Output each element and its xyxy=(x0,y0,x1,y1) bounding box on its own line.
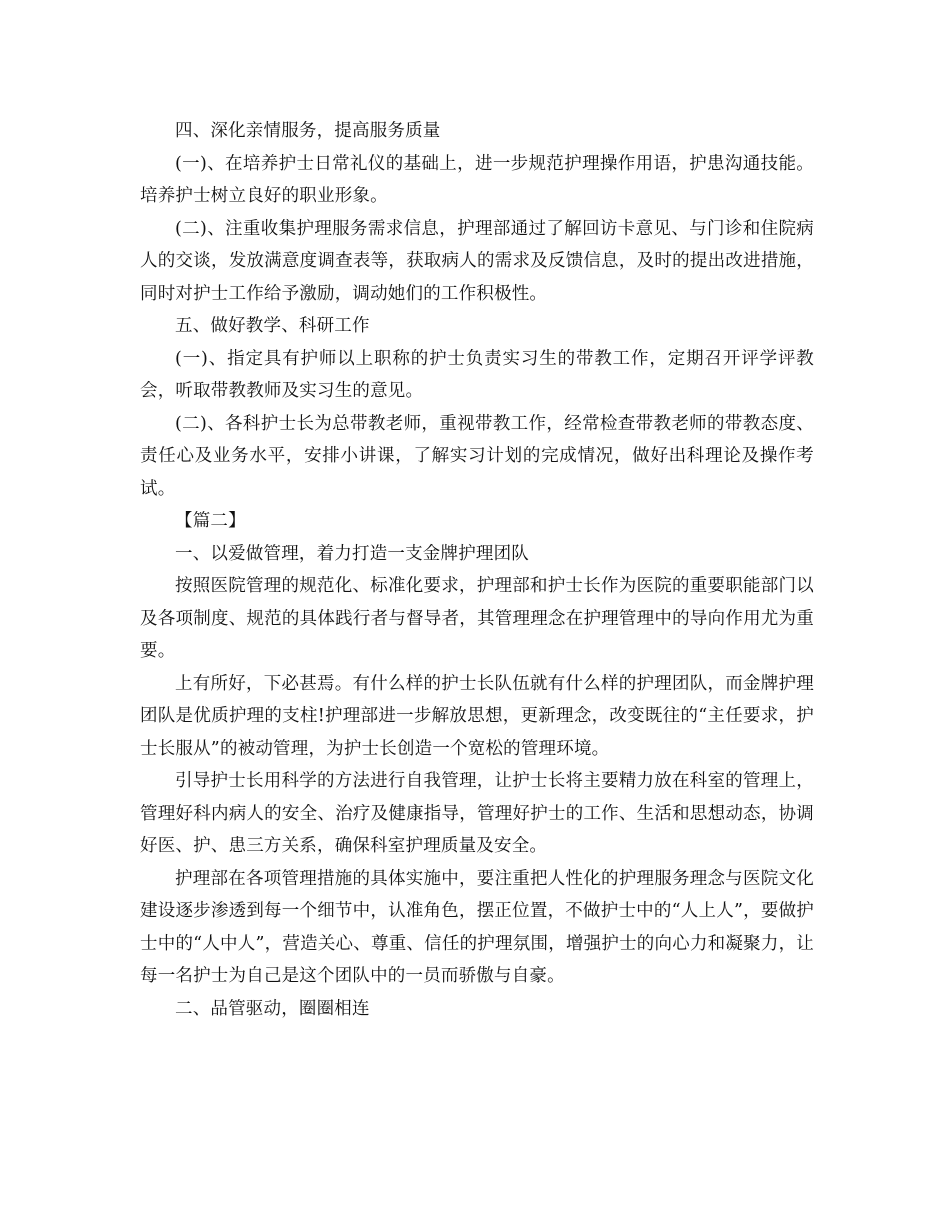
section-heading: 五、做好教学、科研工作 xyxy=(175,316,370,336)
section-heading: 一、以爱做管理，着力打造一支金牌护理团队 xyxy=(175,543,529,564)
section-heading: 二、品管驱动，圈圈相连 xyxy=(175,998,370,1019)
section-heading: 四、深化亲情服务，提高服务质量 xyxy=(175,121,441,141)
paragraph: (一)、在培养护士日常礼仪的基础上，进一步规范护理操作用语，护患沟通技能。培养护士树立良好的职业形象。 xyxy=(140,153,814,206)
paragraph: 上有所好，下必甚焉。有什么样的护士长队伍就有什么样的护理团队，而金牌护理团队是优质护理的支柱!护理部进一步解放思想，更新理念，改变既往的“主任要求，护士长服从”的被动管理，为护士长创造一个宽松的管理环境。 xyxy=(140,673,814,759)
paragraph: (一)、指定具有护师以上职称的护士负责实习生的带教工作，定期召开评学评教会，听取带教教师及实习生的意见。 xyxy=(140,348,814,401)
part-title: 【篇二】 xyxy=(175,511,246,531)
document-body xyxy=(140,115,814,1025)
paragraph: 护理部在各项管理措施的具体实施中，要注重把人性化的护理服务理念与医院文化建设逐步渗透到每一个细节中，认准角色，摆正位置，不做护士中的“人上人”，要做护士中的“人中人”，营造关心、尊重、信任的护理氛围，增强护士的向心力和凝聚力，让每一名护士为自己是这个团队中的一员而骄傲与自豪。 xyxy=(140,868,814,986)
paragraph: (二)、注重收集护理服务需求信息，护理部通过了解回访卡意见、与门诊和住院病人的交谈，发放满意度调查表等，获取病人的需求及反馈信息，及时的提出改进措施，同时对护士工作给予激励，调动她们的工作积极性。 xyxy=(140,218,814,304)
paragraph: (二)、各科护士长为总带教老师，重视带教工作，经常检查带教老师的带教态度、责任心及业务水平，安排小讲课，了解实习计划的完成情况，做好出科理论及操作考试。 xyxy=(140,413,814,499)
paragraph: 引导护士长用科学的方法进行自我管理，让护士长将主要精力放在科室的管理上，管理好科内病人的安全、治疗及健康指导，管理好护士的工作、生活和思想动态，协调好医、护、患三方关系，确保科室护理质量及安全。 xyxy=(140,771,814,856)
paragraph: 按照医院管理的规范化、标准化要求，护理部和护士长作为医院的重要职能部门以及各项制度、规范的具体践行者与督导者，其管理理念在护理管理中的导向作用尤为重要。 xyxy=(140,576,814,661)
